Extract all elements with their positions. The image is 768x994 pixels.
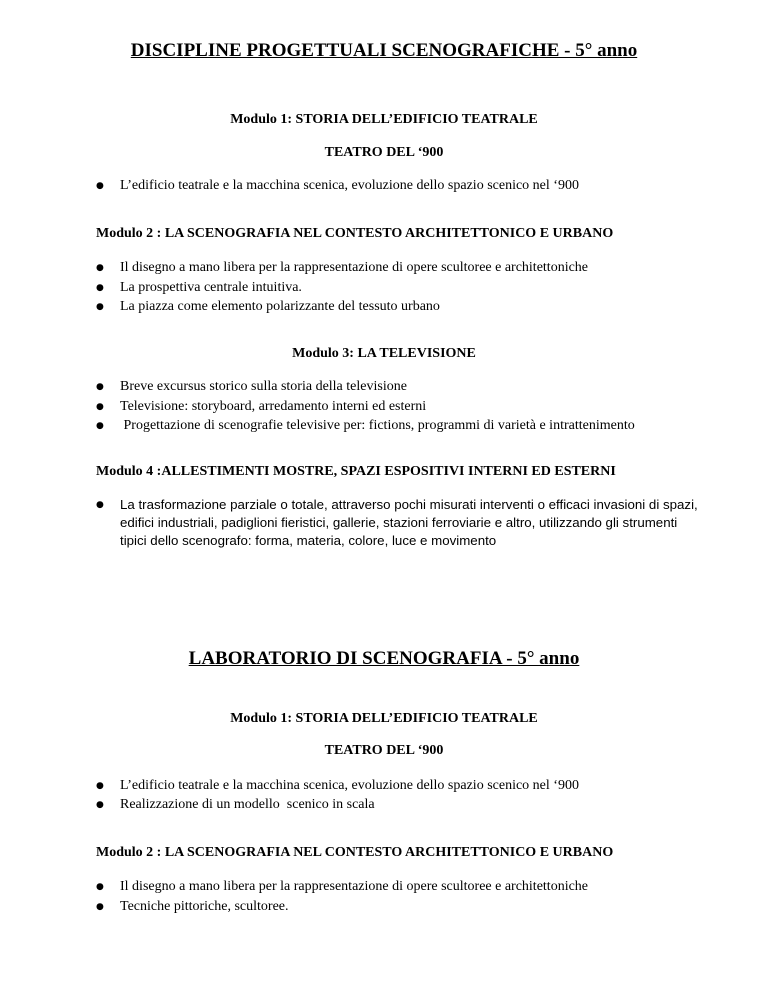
list-item-text: Progettazione di scenografie televisive per: fictions, programmi di varietà e intrattenimento [120, 418, 635, 433]
list-item-text: La prospettiva centrale intuitiva. [120, 280, 302, 295]
bullet-icon: ● [96, 283, 104, 293]
bullet-icon: ● [96, 500, 104, 510]
s1-modulo-1-heading: Modulo 1: STORIA DELL’EDIFICIO TEATRALE [230, 112, 538, 127]
s1-modulo-2-heading: Modulo 2 : LA SCENOGRAFIA NEL CONTESTO ARCHITETTONICO E URBANO [96, 226, 614, 241]
bullet-icon: ● [96, 263, 104, 273]
list-item-text: Il disegno a mano libera per la rappresentazione di opere scultoree e architettoniche [120, 879, 589, 894]
list-item-text: Breve excursus storico sulla storia della televisione [120, 379, 407, 394]
s2-modulo-1-heading: Modulo 1: STORIA DELL’EDIFICIO TEATRALE [230, 711, 538, 726]
bullet-icon: ● [96, 181, 104, 191]
section-1-title: DISCIPLINE PROGETTUALI SCENOGRAFICHE - 5° anno [130, 40, 638, 61]
list-item-text: L’edificio teatrale e la macchina scenica, evoluzione dello spazio scenico nel ‘900 [120, 178, 579, 193]
bullet-icon: ● [96, 800, 104, 810]
s1-modulo-4-heading: Modulo 4 :ALLESTIMENTI MOSTRE, SPAZI ESPOSITIVI INTERNI ED ESTERNI [96, 464, 616, 479]
list-item-text: Tecniche pittoriche, scultoree. [120, 899, 289, 914]
list-item-text: L’edificio teatrale e la macchina scenica, evoluzione dello spazio scenico nel ‘900 [120, 778, 579, 793]
bullet-icon: ● [96, 402, 104, 412]
bullet-icon: ● [96, 902, 104, 912]
list-item-text: Il disegno a mano libera per la rappresentazione di opere scultoree e architettoniche [120, 260, 589, 275]
list-item-text: La trasformazione parziale o totale, attraverso pochi misurati interventi o efficaci invasioni di spazi, edifici industriali, padiglioni fieristici, gallerie, stazioni ferroviarie e altro, utilizzando gli strumenti tipici dello scenografo: forma, materia, colore, luce e movimento [120, 497, 698, 548]
bullet-icon: ● [96, 781, 104, 791]
bullet-icon: ● [96, 302, 104, 312]
list-item-text: La piazza come elemento polarizzante del tessuto urbano [120, 299, 440, 314]
bullet-icon: ● [96, 421, 104, 431]
s2-modulo-1-subheading: TEATRO DEL ‘900 [324, 743, 444, 758]
section-2-title: LABORATORIO DI SCENOGRAFIA - 5° anno [188, 648, 580, 669]
s1-modulo-3-heading: Modulo 3: LA TELEVISIONE [292, 346, 476, 361]
list-item-text: Realizzazione di un modello scenico in scala [120, 797, 375, 812]
s1-modulo-1-subheading: TEATRO DEL ‘900 [324, 145, 444, 160]
bullet-icon: ● [96, 382, 104, 392]
bullet-icon: ● [96, 882, 104, 892]
list-item-text: Televisione: storyboard, arredamento interni ed esterni [120, 399, 427, 414]
s2-modulo-2-heading: Modulo 2 : LA SCENOGRAFIA NEL CONTESTO ARCHITETTONICO E URBANO [96, 845, 614, 860]
